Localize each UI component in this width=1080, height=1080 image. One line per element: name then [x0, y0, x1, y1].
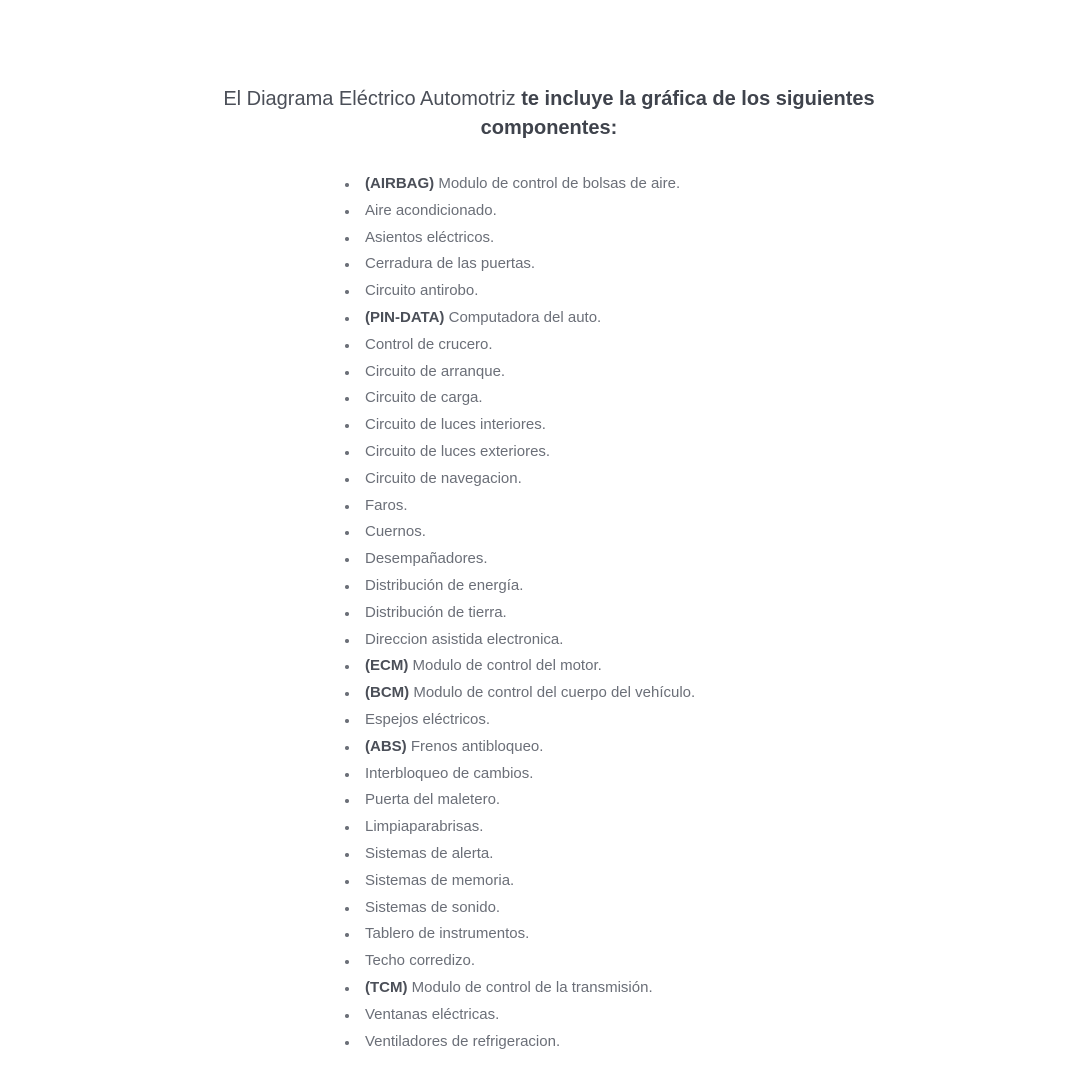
- component-text: Modulo de control del cuerpo del vehículo.: [413, 684, 696, 702]
- list-item: [341, 198, 695, 225]
- list-item: [341, 1002, 695, 1029]
- component-text: Modulo de control del motor.: [412, 657, 602, 675]
- bullet-icon: [345, 639, 349, 643]
- list-item: [341, 546, 695, 573]
- component-text: Ventanas eléctricas.: [365, 1005, 500, 1023]
- list-item: [341, 251, 695, 278]
- list-item: [341, 519, 695, 546]
- list-item: [341, 841, 695, 868]
- component-text: Circuito de luces interiores.: [365, 416, 546, 434]
- list-item: [341, 439, 695, 466]
- bullet-icon: [345, 317, 349, 321]
- list-item: [341, 948, 695, 975]
- bullet-icon: [345, 853, 349, 857]
- bullet-icon: [345, 719, 349, 723]
- component-text: Limpiaparabrisas.: [365, 818, 484, 836]
- component-text: Circuito de arranque.: [365, 362, 506, 380]
- page-heading: [200, 85, 898, 143]
- bullet-icon: [345, 665, 349, 669]
- component-text: Circuito de navegacion.: [365, 469, 522, 487]
- bullet-icon: [345, 478, 349, 482]
- component-text: Aire acondicionado.: [365, 201, 497, 219]
- component-text: Distribución de tierra.: [365, 603, 507, 621]
- list-item: [341, 734, 695, 761]
- list-item: [341, 761, 695, 788]
- bullet-icon: [345, 290, 349, 294]
- component-code: (TCM): [365, 978, 408, 996]
- bullet-icon: [345, 263, 349, 267]
- component-text: Tablero de instrumentos.: [365, 925, 530, 943]
- bullet-icon: [345, 397, 349, 401]
- list-item: [341, 359, 695, 386]
- list-item: [341, 895, 695, 922]
- component-text: Direccion asistida electronica.: [365, 630, 564, 648]
- bullet-icon: [345, 773, 349, 777]
- component-text: Distribución de energía.: [365, 576, 524, 594]
- bullet-icon: [345, 424, 349, 428]
- bullet-icon: [345, 558, 349, 562]
- bullet-icon: [345, 531, 349, 535]
- component-text: Computadora del auto.: [448, 308, 602, 326]
- list-item: [341, 385, 695, 412]
- component-text: Puerta del maletero.: [365, 791, 501, 809]
- bullet-icon: [345, 344, 349, 348]
- component-text: Sistemas de sonido.: [365, 898, 501, 916]
- component-text: Techo corredizo.: [365, 952, 476, 970]
- bullet-icon: [345, 505, 349, 509]
- component-text: Circuito de luces exteriores.: [365, 442, 551, 460]
- bullet-icon: [345, 960, 349, 964]
- list-item: [341, 787, 695, 814]
- component-text: Sistemas de alerta.: [365, 844, 494, 862]
- list-item: [341, 466, 695, 493]
- component-code: (PIN-DATA): [365, 308, 445, 326]
- bullet-icon: [345, 746, 349, 750]
- bullet-icon: [345, 907, 349, 911]
- component-code: (ECM): [365, 657, 409, 675]
- bullet-icon: [345, 880, 349, 884]
- component-text: Desempañadores.: [365, 550, 488, 568]
- component-text: Espejos eléctricos.: [365, 710, 491, 728]
- bullet-icon: [345, 692, 349, 696]
- bullet-icon: [345, 371, 349, 375]
- list-item: [341, 627, 695, 654]
- list-item: [341, 868, 695, 895]
- component-text: Interbloqueo de cambios.: [365, 764, 534, 782]
- bullet-icon: [345, 451, 349, 455]
- component-text: Ventiladores de refrigeracion.: [365, 1032, 561, 1050]
- list-item: [341, 653, 695, 680]
- list-item: [341, 814, 695, 841]
- list-item: [341, 600, 695, 627]
- list-item: [341, 332, 695, 359]
- heading-normal-text: El Diagrama Eléctrico Automotriz: [223, 88, 516, 110]
- component-code: (ABS): [365, 737, 407, 755]
- component-text: Asientos eléctricos.: [365, 228, 495, 246]
- component-text: Sistemas de memoria.: [365, 871, 515, 889]
- bullet-icon: [345, 210, 349, 214]
- bullet-icon: [345, 1041, 349, 1045]
- component-text: Faros.: [365, 496, 408, 514]
- component-list: [341, 171, 695, 1055]
- list-item: [341, 921, 695, 948]
- bullet-icon: [345, 612, 349, 616]
- bullet-icon: [345, 987, 349, 991]
- list-item: [341, 225, 695, 252]
- bullet-icon: [345, 799, 349, 803]
- list-item: [341, 707, 695, 734]
- list-item: [341, 573, 695, 600]
- heading-bold-text: te incluye la gráfica de los siguientes componentes:: [480, 88, 875, 139]
- bullet-icon: [345, 585, 349, 589]
- list-item: [341, 171, 695, 198]
- list-item: [341, 412, 695, 439]
- list-item: [341, 680, 695, 707]
- bullet-icon: [345, 237, 349, 241]
- component-text: Circuito de carga.: [365, 389, 483, 407]
- component-text: Control de crucero.: [365, 335, 493, 353]
- list-item: [341, 493, 695, 520]
- bullet-icon: [345, 1014, 349, 1018]
- component-text: Frenos antibloqueo.: [410, 737, 544, 755]
- bullet-icon: [345, 933, 349, 937]
- list-item: [341, 1029, 695, 1056]
- list-item: [341, 975, 695, 1002]
- component-text: Circuito antirobo.: [365, 282, 479, 300]
- list-item: [341, 278, 695, 305]
- component-text: Modulo de control de la transmisión.: [411, 978, 653, 996]
- component-code: (BCM): [365, 684, 410, 702]
- list-item: [341, 305, 695, 332]
- component-text: Modulo de control de bolsas de aire.: [438, 175, 681, 192]
- component-text: Cerradura de las puertas.: [365, 255, 536, 273]
- bullet-icon: [345, 183, 349, 187]
- bullet-icon: [345, 826, 349, 830]
- component-text: Cuernos.: [365, 523, 426, 541]
- component-code: (AIRBAG): [365, 175, 435, 192]
